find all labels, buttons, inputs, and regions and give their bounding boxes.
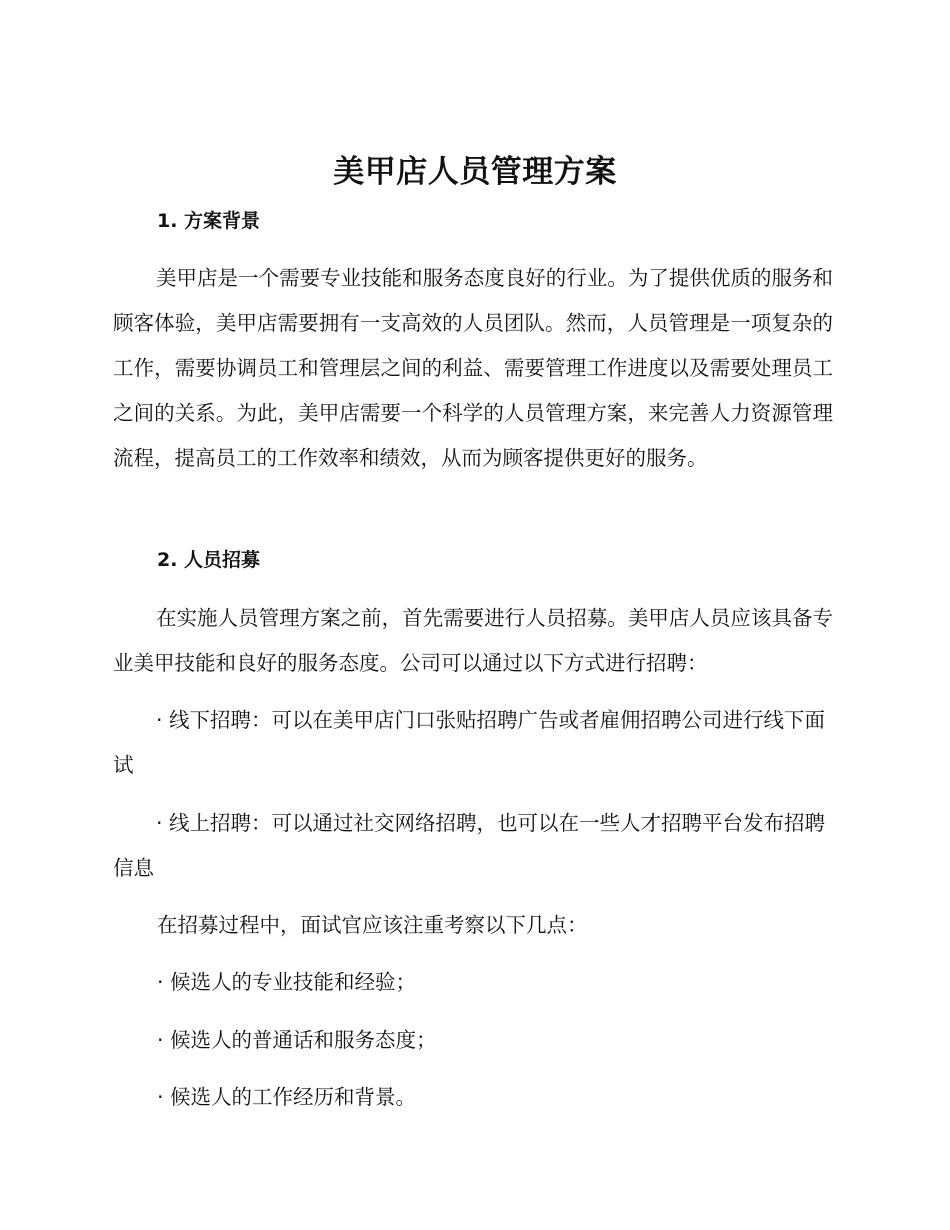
list-item-offline-recruit: · 线下招聘：可以在美甲店门口张贴招聘广告或者雇佣招聘公司进行线下面试 [113,708,826,777]
list-item-interview-background: · 候选人的工作经历和背景。 [157,1085,417,1109]
document-title: 美甲店人员管理方案 [333,154,617,190]
list-item-interview-service: · 候选人的普通话和服务态度； [157,1028,437,1052]
section-heading-recruitment: 2. 人员招募 [157,549,261,571]
section-paragraph-recruitment: 在实施人员管理方案之前，首先需要进行人员招募。美甲店人员应该具备专业美甲技能和良好的服务态度。公司可以通过以下方式进行招聘： [113,606,833,675]
section-paragraph-background: 美甲店是一个需要专业技能和服务态度良好的行业。为了提供优质的服务和顾客体验，美甲店需要拥有一支高效的人员团队。然而，人员管理是一项复杂的工作，需要协调员工和管理层之间的利益、需要管理工作进度以及需要处理员工之间的关系。为此，美甲店需要一个科学的人员管理方案，来完善人力资源管理流程，提高员工的工作效率和绩效，从而为顾客提供更好的服务。 [113,266,833,470]
list-item-online-recruit: · 线上招聘：可以通过社交网络招聘，也可以在一些人才招聘平台发布招聘信息 [113,811,826,880]
interview-intro-text: 在招募过程中，面试官应该注重考察以下几点： [157,913,588,937]
section-heading-background: 1. 方案背景 [157,210,261,232]
list-item-interview-skill: · 候选人的专业技能和经验； [157,970,417,994]
